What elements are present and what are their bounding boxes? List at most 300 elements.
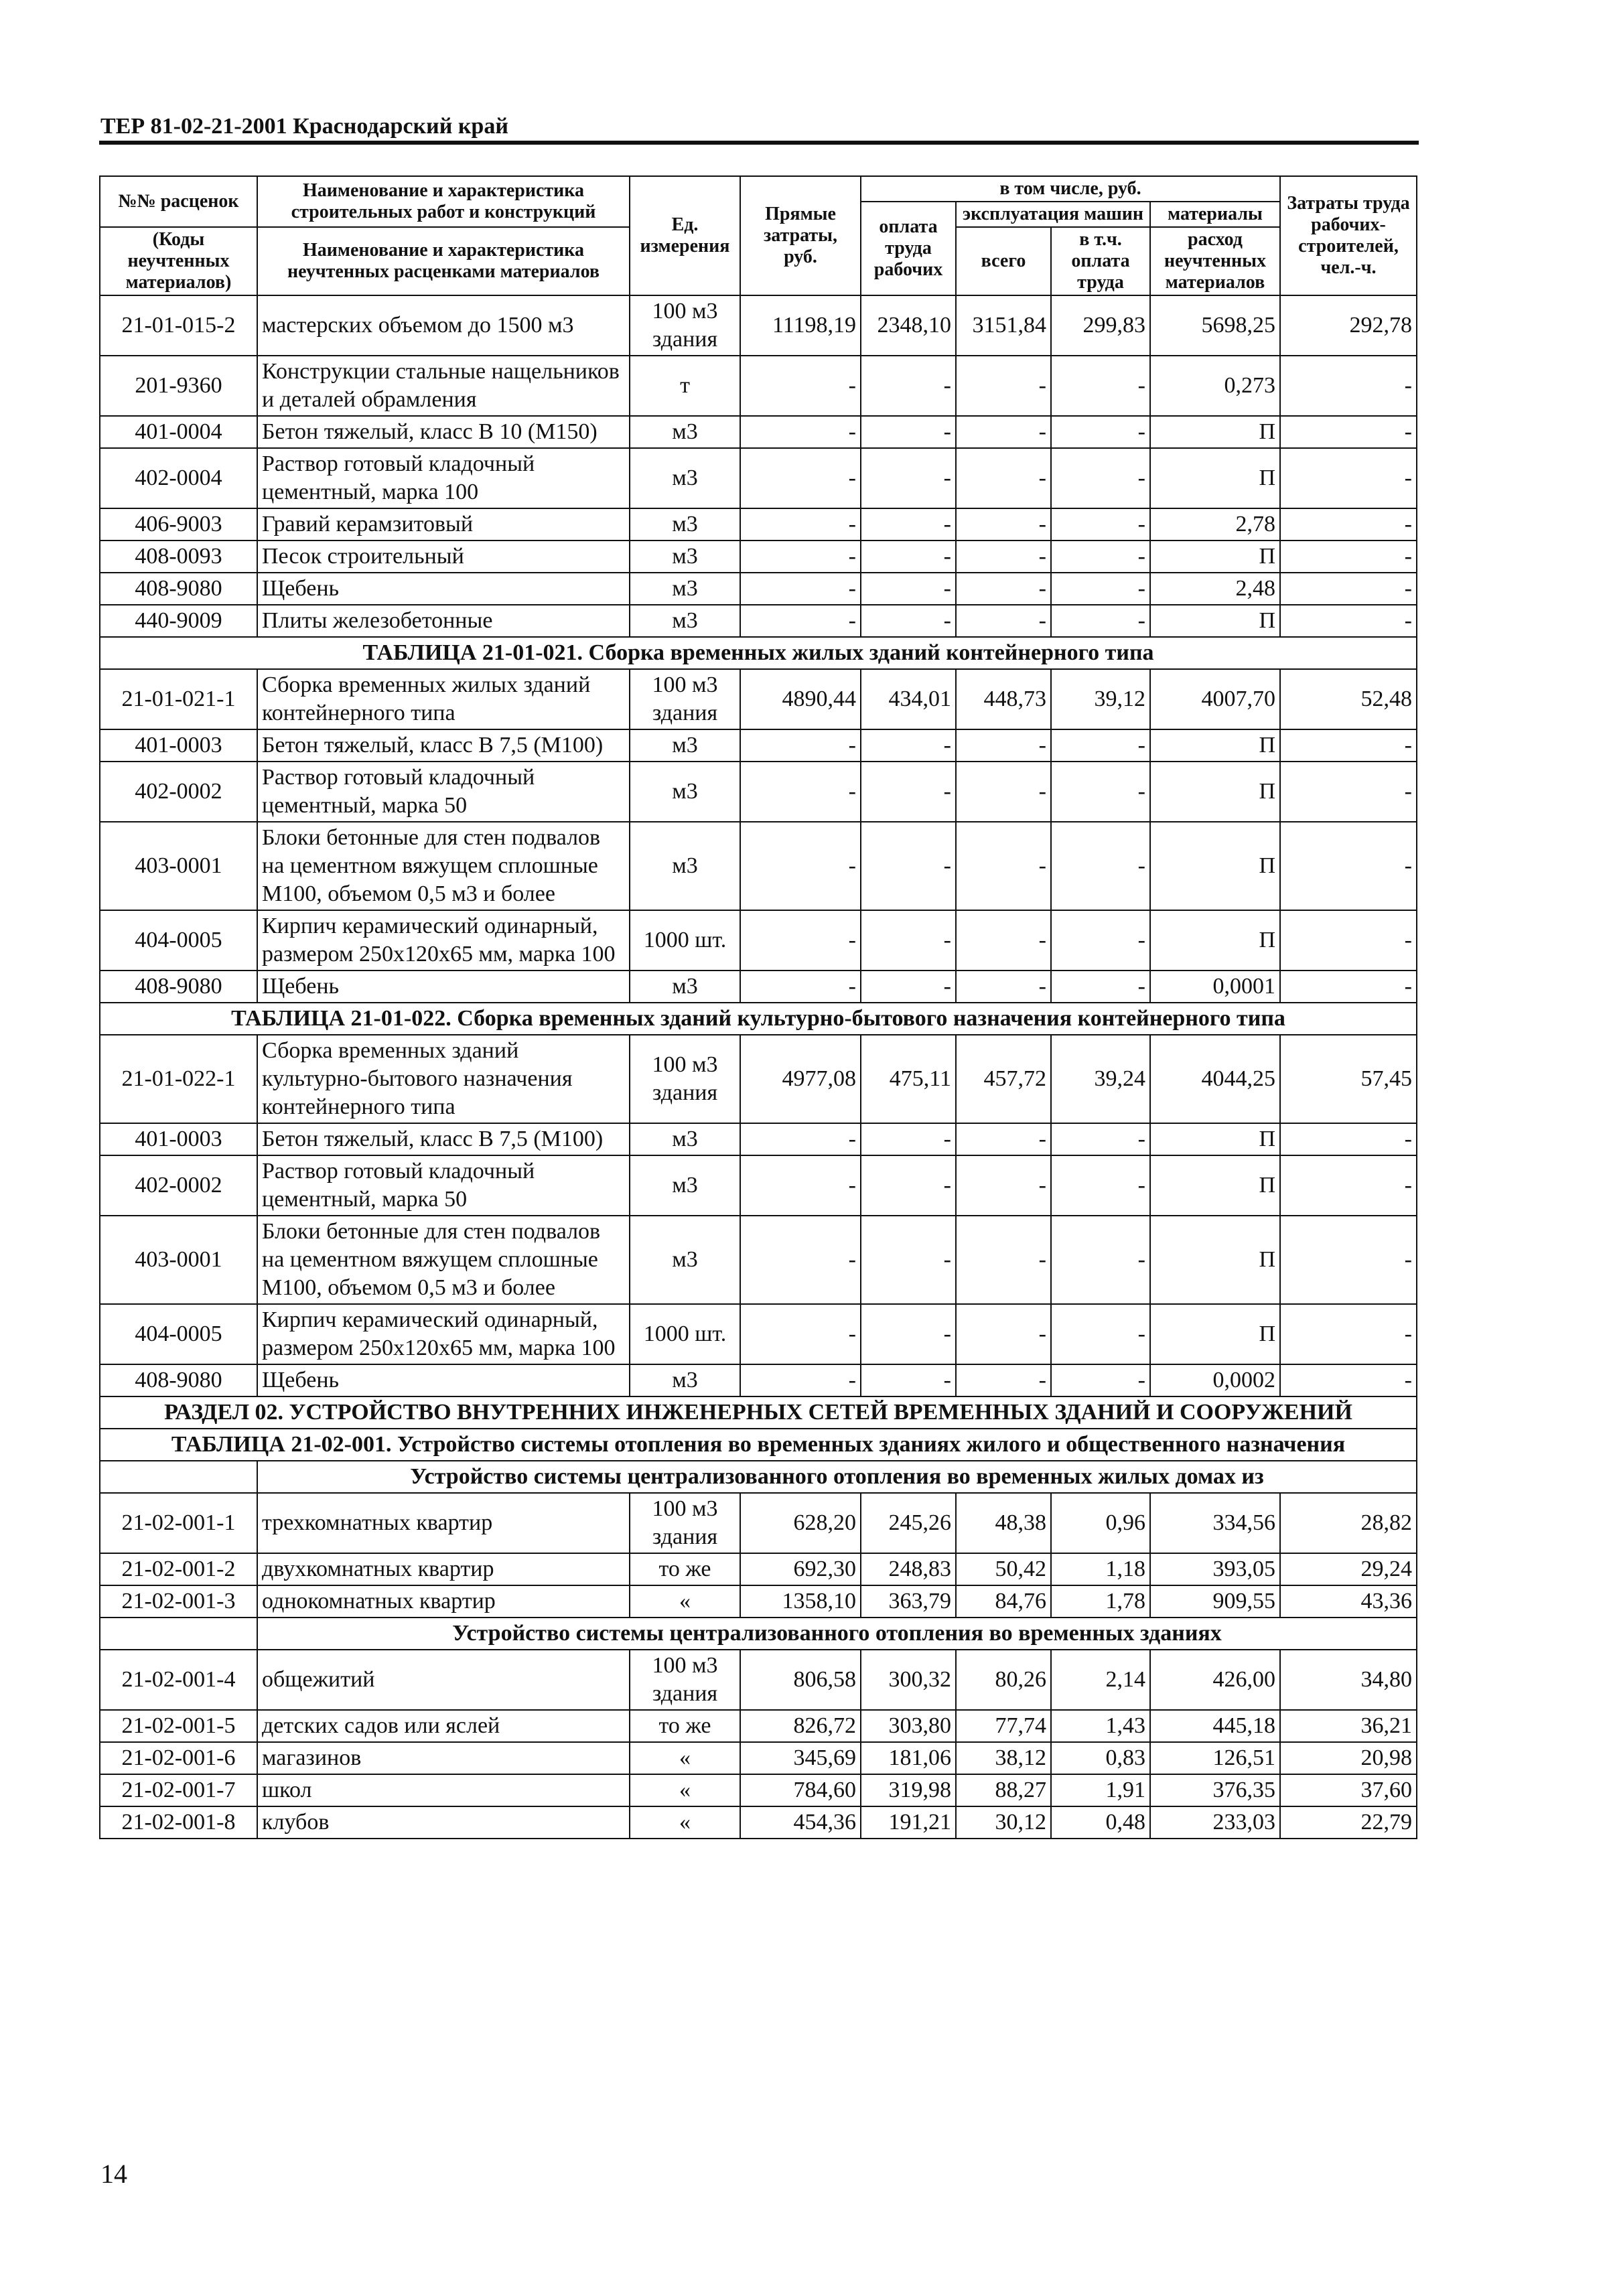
rate-name-cell: Блоки бетонные для стен подвалов на цементном вяжущем сплошные М100, объемом 0,5 м3 и более — [257, 822, 630, 910]
material-cost-cell: П — [1150, 541, 1280, 573]
material-cost-cell: 376,35 — [1150, 1774, 1280, 1806]
material-cost-cell: 445,18 — [1150, 1710, 1280, 1742]
rate-name-cell: Кирпич керамический одинарный, размером 250х120х65 мм, марка 100 — [257, 1304, 630, 1364]
labor-pay-cell: - — [861, 971, 956, 1003]
machine-labor-pay-cell: 0,48 — [1051, 1806, 1150, 1839]
material-cost-cell: 2,48 — [1150, 573, 1280, 605]
machine-labor-pay-cell: - — [1051, 822, 1150, 910]
page-number: 14 — [100, 2159, 127, 2189]
machine-labor-pay-cell: - — [1051, 573, 1150, 605]
rate-unit-cell: то же — [630, 1710, 740, 1742]
labor-hours-cell: - — [1280, 605, 1417, 637]
machine-labor-pay-cell: - — [1051, 448, 1150, 508]
rate-unit-cell: м3 — [630, 541, 740, 573]
material-cost-cell: 4007,70 — [1150, 669, 1280, 729]
rate-code-cell: 21-02-001-2 — [100, 1553, 257, 1585]
rate-code-cell: 404-0005 — [100, 910, 257, 971]
labor-pay-cell: - — [861, 910, 956, 971]
labor-pay-cell: - — [861, 541, 956, 573]
material-cost-cell: 5698,25 — [1150, 295, 1280, 356]
labor-pay-cell: 2348,10 — [861, 295, 956, 356]
table-row — [100, 573, 1417, 605]
rate-name-cell: Раствор готовый кладочный цементный, марка 50 — [257, 762, 630, 822]
direct-cost-cell: - — [740, 448, 861, 508]
rates-table — [99, 175, 1417, 1839]
direct-cost-cell: - — [740, 508, 861, 541]
labor-pay-cell: 191,21 — [861, 1806, 956, 1839]
rate-code-cell: 408-9080 — [100, 573, 257, 605]
machine-cost-cell: 77,74 — [956, 1710, 1051, 1742]
labor-pay-cell: 303,80 — [861, 1710, 956, 1742]
machine-cost-cell: - — [956, 729, 1051, 762]
rate-unit-cell: м3 — [630, 971, 740, 1003]
machine-cost-cell: 50,42 — [956, 1553, 1051, 1585]
table-body — [100, 295, 1417, 1839]
material-cost-cell: П — [1150, 762, 1280, 822]
labor-hours-cell: - — [1280, 573, 1417, 605]
machine-cost-cell: - — [956, 416, 1051, 448]
machine-cost-cell: - — [956, 1155, 1051, 1216]
rate-unit-cell: 100 м3 здания — [630, 1035, 740, 1123]
material-cost-cell: 0,0001 — [1150, 971, 1280, 1003]
material-cost-cell: 0,273 — [1150, 356, 1280, 416]
machine-labor-pay-cell: - — [1051, 508, 1150, 541]
rate-name-cell: Плиты железобетонные — [257, 605, 630, 637]
labor-hours-cell: - — [1280, 971, 1417, 1003]
col-mat-header: материалы — [1150, 202, 1280, 227]
rate-code-cell: 21-02-001-6 — [100, 1742, 257, 1774]
table-row — [100, 762, 1417, 822]
rate-unit-cell: м3 — [630, 762, 740, 822]
material-cost-cell: 0,0002 — [1150, 1364, 1280, 1396]
col-name-sub-header: Наименование и характеристика неучтенных расценками материалов — [257, 227, 630, 295]
machine-cost-cell: - — [956, 356, 1051, 416]
table-head — [100, 176, 1417, 295]
machine-labor-pay-cell: 1,91 — [1051, 1774, 1150, 1806]
machine-cost-cell: - — [956, 1216, 1051, 1304]
rate-unit-cell: 100 м3 здания — [630, 1650, 740, 1710]
machine-labor-pay-cell: 0,96 — [1051, 1493, 1150, 1553]
machine-cost-cell: 88,27 — [956, 1774, 1051, 1806]
rate-unit-cell: 1000 шт. — [630, 910, 740, 971]
labor-pay-cell: - — [861, 1216, 956, 1304]
machine-cost-cell: 448,73 — [956, 669, 1051, 729]
material-cost-cell: П — [1150, 1123, 1280, 1155]
labor-pay-cell: - — [861, 508, 956, 541]
rate-unit-cell: 100 м3 здания — [630, 295, 740, 356]
labor-pay-cell: - — [861, 573, 956, 605]
rate-code-cell: 401-0003 — [100, 1123, 257, 1155]
rate-unit-cell: м3 — [630, 416, 740, 448]
machine-labor-pay-cell: - — [1051, 729, 1150, 762]
rate-code-cell: 402-0004 — [100, 448, 257, 508]
direct-cost-cell: - — [740, 729, 861, 762]
table-row — [100, 508, 1417, 541]
labor-hours-cell: 22,79 — [1280, 1806, 1417, 1839]
material-cost-cell: 126,51 — [1150, 1742, 1280, 1774]
table-title: ТАБЛИЦА 21-02-001. Устройство системы отопления во временных зданиях жилого и общественного назначения — [100, 1429, 1417, 1461]
machine-labor-pay-cell: - — [1051, 1304, 1150, 1364]
rate-unit-cell: м3 — [630, 1216, 740, 1304]
direct-cost-cell: - — [740, 1364, 861, 1396]
col-mach-header: эксплуатация машин — [956, 202, 1150, 227]
rate-unit-cell: то же — [630, 1553, 740, 1585]
machine-labor-pay-cell: 1,43 — [1051, 1710, 1150, 1742]
table-title-row — [100, 637, 1417, 669]
blank-cell — [100, 1618, 257, 1650]
labor-hours-cell: - — [1280, 762, 1417, 822]
table-title: ТАБЛИЦА 21-01-022. Сборка временных зданий культурно-бытового назначения контейнерного типа — [100, 1003, 1417, 1035]
rate-name-cell: детских садов или яслей — [257, 1710, 630, 1742]
rate-unit-cell: « — [630, 1742, 740, 1774]
rate-code-cell: 408-9080 — [100, 971, 257, 1003]
rate-name-cell: Песок строительный — [257, 541, 630, 573]
rate-name-cell: Блоки бетонные для стен подвалов на цементном вяжущем сплошные М100, объемом 0,5 м3 и более — [257, 1216, 630, 1304]
col-labor-header: Затраты труда рабочих-строителей, чел.-ч. — [1280, 176, 1417, 295]
table-title: ТАБЛИЦА 21-01-021. Сборка временных жилых зданий контейнерного типа — [100, 637, 1417, 669]
direct-cost-cell: - — [740, 910, 861, 971]
table-row — [100, 448, 1417, 508]
labor-pay-cell: - — [861, 1155, 956, 1216]
direct-cost-cell: 692,30 — [740, 1553, 861, 1585]
labor-pay-cell: 475,11 — [861, 1035, 956, 1123]
col-pay-header: оплата труда рабочих — [861, 202, 956, 295]
direct-cost-cell: - — [740, 573, 861, 605]
direct-cost-cell: - — [740, 1304, 861, 1364]
material-cost-cell: П — [1150, 1216, 1280, 1304]
labor-hours-cell: - — [1280, 448, 1417, 508]
rate-name-cell: однокомнатных квартир — [257, 1585, 630, 1618]
rate-unit-cell: м3 — [630, 1155, 740, 1216]
material-cost-cell: П — [1150, 605, 1280, 637]
material-cost-cell: 2,78 — [1150, 508, 1280, 541]
table-row — [100, 1364, 1417, 1396]
direct-cost-cell: 628,20 — [740, 1493, 861, 1553]
machine-cost-cell: - — [956, 573, 1051, 605]
machine-labor-pay-cell: - — [1051, 1364, 1150, 1396]
labor-pay-cell: 434,01 — [861, 669, 956, 729]
labor-hours-cell: 28,82 — [1280, 1493, 1417, 1553]
machine-cost-cell: 30,12 — [956, 1806, 1051, 1839]
labor-pay-cell: - — [861, 356, 956, 416]
rate-unit-cell: 100 м3 здания — [630, 669, 740, 729]
material-cost-cell: П — [1150, 729, 1280, 762]
rate-unit-cell: м3 — [630, 1123, 740, 1155]
machine-labor-pay-cell: - — [1051, 971, 1150, 1003]
material-cost-cell: 233,03 — [1150, 1806, 1280, 1839]
col-unit-header: Ед. измерения — [630, 176, 740, 295]
rate-name-cell: Бетон тяжелый, класс В 7,5 (М100) — [257, 729, 630, 762]
machine-labor-pay-cell: - — [1051, 416, 1150, 448]
labor-hours-cell: 37,60 — [1280, 1774, 1417, 1806]
labor-hours-cell: - — [1280, 1155, 1417, 1216]
machine-cost-cell: - — [956, 605, 1051, 637]
col-direct-header: Прямые затраты, руб. — [740, 176, 861, 295]
machine-labor-pay-cell: - — [1051, 762, 1150, 822]
rate-code-cell: 21-01-021-1 — [100, 669, 257, 729]
machine-labor-pay-cell: 2,14 — [1051, 1650, 1150, 1710]
rate-name-cell: Щебень — [257, 971, 630, 1003]
rate-name-cell: магазинов — [257, 1742, 630, 1774]
machine-labor-pay-cell: 1,78 — [1051, 1585, 1150, 1618]
material-cost-cell: П — [1150, 910, 1280, 971]
labor-hours-cell: 57,45 — [1280, 1035, 1417, 1123]
labor-hours-cell: - — [1280, 1304, 1417, 1364]
labor-pay-cell: - — [861, 1304, 956, 1364]
rate-unit-cell: м3 — [630, 822, 740, 910]
rate-name-cell: клубов — [257, 1806, 630, 1839]
machine-labor-pay-cell: - — [1051, 910, 1150, 971]
material-cost-cell: 4044,25 — [1150, 1035, 1280, 1123]
machine-cost-cell: 3151,84 — [956, 295, 1051, 356]
rate-code-cell: 404-0005 — [100, 1304, 257, 1364]
col-mach-pay-header: в т.ч. оплата труда — [1051, 227, 1150, 295]
subgroup-title: Устройство системы централизованного отопления во временных жилых домах из — [257, 1461, 1417, 1493]
machine-labor-pay-cell: - — [1051, 541, 1150, 573]
labor-hours-cell: - — [1280, 822, 1417, 910]
labor-hours-cell: - — [1280, 356, 1417, 416]
labor-hours-cell: 292,78 — [1280, 295, 1417, 356]
labor-pay-cell: - — [861, 729, 956, 762]
rate-name-cell: Гравий керамзитовый — [257, 508, 630, 541]
direct-cost-cell: - — [740, 541, 861, 573]
direct-cost-cell: - — [740, 356, 861, 416]
rate-unit-cell: м3 — [630, 448, 740, 508]
rate-unit-cell: « — [630, 1774, 740, 1806]
col-mat-sub-header: расход неучтенных материалов — [1150, 227, 1280, 295]
table-row — [100, 1123, 1417, 1155]
labor-hours-cell: - — [1280, 541, 1417, 573]
header-rule — [99, 141, 1419, 145]
direct-cost-cell: 826,72 — [740, 1710, 861, 1742]
rate-unit-cell: 1000 шт. — [630, 1304, 740, 1364]
direct-cost-cell: - — [740, 416, 861, 448]
rate-unit-cell: « — [630, 1806, 740, 1839]
direct-cost-cell: - — [740, 762, 861, 822]
table-row — [100, 1493, 1417, 1553]
rate-name-cell: школ — [257, 1774, 630, 1806]
labor-hours-cell: - — [1280, 508, 1417, 541]
machine-labor-pay-cell: - — [1051, 1123, 1150, 1155]
table-row — [100, 295, 1417, 356]
labor-pay-cell: - — [861, 416, 956, 448]
blank-cell — [100, 1461, 257, 1493]
material-cost-cell: 334,56 — [1150, 1493, 1280, 1553]
col-code-header: №№ расценок — [100, 176, 257, 227]
table-row — [100, 669, 1417, 729]
rate-name-cell: Раствор готовый кладочный цементный, марка 100 — [257, 448, 630, 508]
machine-cost-cell: 38,12 — [956, 1742, 1051, 1774]
rate-code-cell: 21-01-022-1 — [100, 1035, 257, 1123]
machine-labor-pay-cell: - — [1051, 356, 1150, 416]
labor-pay-cell: 319,98 — [861, 1774, 956, 1806]
labor-hours-cell: - — [1280, 1216, 1417, 1304]
machine-labor-pay-cell: - — [1051, 1216, 1150, 1304]
machine-labor-pay-cell: 0,83 — [1051, 1742, 1150, 1774]
labor-hours-cell: 34,80 — [1280, 1650, 1417, 1710]
machine-cost-cell: 84,76 — [956, 1585, 1051, 1618]
machine-cost-cell: - — [956, 1364, 1051, 1396]
machine-cost-cell: - — [956, 1123, 1051, 1155]
material-cost-cell: П — [1150, 1155, 1280, 1216]
table-row — [100, 910, 1417, 971]
table-row — [100, 356, 1417, 416]
table-row — [100, 729, 1417, 762]
subgroup-title-row — [100, 1461, 1417, 1493]
table-row — [100, 1155, 1417, 1216]
rate-name-cell: общежитий — [257, 1650, 630, 1710]
rate-code-cell: 403-0001 — [100, 1216, 257, 1304]
rate-name-cell: Сборка временных зданий культурно-бытового назначения контейнерного типа — [257, 1035, 630, 1123]
labor-hours-cell: - — [1280, 416, 1417, 448]
direct-cost-cell: 4977,08 — [740, 1035, 861, 1123]
machine-cost-cell: - — [956, 508, 1051, 541]
rate-unit-cell: м3 — [630, 729, 740, 762]
rate-code-cell: 403-0001 — [100, 822, 257, 910]
labor-pay-cell: - — [861, 762, 956, 822]
machine-labor-pay-cell: 39,24 — [1051, 1035, 1150, 1123]
subgroup-title-row — [100, 1618, 1417, 1650]
labor-hours-cell: 43,36 — [1280, 1585, 1417, 1618]
table-row — [100, 1035, 1417, 1123]
rate-code-cell: 401-0003 — [100, 729, 257, 762]
machine-cost-cell: 48,38 — [956, 1493, 1051, 1553]
rate-code-cell: 21-02-001-7 — [100, 1774, 257, 1806]
machine-labor-pay-cell: 39,12 — [1051, 669, 1150, 729]
rate-name-cell: Кирпич керамический одинарный, размером 250х120х65 мм, марка 100 — [257, 910, 630, 971]
material-cost-cell: 426,00 — [1150, 1650, 1280, 1710]
rate-code-cell: 408-9080 — [100, 1364, 257, 1396]
machine-labor-pay-cell: - — [1051, 1155, 1150, 1216]
labor-pay-cell: - — [861, 1364, 956, 1396]
machine-cost-cell: - — [956, 762, 1051, 822]
labor-hours-cell: - — [1280, 729, 1417, 762]
section-title: РАЗДЕЛ 02. УСТРОЙСТВО ВНУТРЕННИХ ИНЖЕНЕРНЫХ СЕТЕЙ ВРЕМЕННЫХ ЗДАНИЙ И СООРУЖЕНИЙ — [100, 1396, 1417, 1429]
rate-unit-cell: « — [630, 1585, 740, 1618]
labor-hours-cell: - — [1280, 1123, 1417, 1155]
rate-code-cell: 401-0004 — [100, 416, 257, 448]
table-row — [100, 1806, 1417, 1839]
material-cost-cell: П — [1150, 448, 1280, 508]
rate-name-cell: Сборка временных жилых зданий контейнерного типа — [257, 669, 630, 729]
machine-labor-pay-cell: - — [1051, 605, 1150, 637]
page-header: ТЕР 81-02-21-2001 Краснодарский край — [100, 114, 508, 139]
direct-cost-cell: - — [740, 1216, 861, 1304]
rate-unit-cell: м3 — [630, 1364, 740, 1396]
labor-pay-cell: - — [861, 605, 956, 637]
material-cost-cell: 393,05 — [1150, 1553, 1280, 1585]
machine-cost-cell: 457,72 — [956, 1035, 1051, 1123]
rate-code-cell: 21-02-001-1 — [100, 1493, 257, 1553]
subgroup-title: Устройство системы централизованного отопления во временных зданиях — [257, 1618, 1417, 1650]
table-row — [100, 1710, 1417, 1742]
rate-code-cell: 21-01-015-2 — [100, 295, 257, 356]
rate-code-cell: 402-0002 — [100, 762, 257, 822]
labor-pay-cell: - — [861, 1123, 956, 1155]
machine-cost-cell: - — [956, 541, 1051, 573]
direct-cost-cell: 11198,19 — [740, 295, 861, 356]
labor-hours-cell: - — [1280, 910, 1417, 971]
rate-unit-cell: т — [630, 356, 740, 416]
table-row — [100, 605, 1417, 637]
labor-pay-cell: 300,32 — [861, 1650, 956, 1710]
rate-unit-cell: м3 — [630, 573, 740, 605]
direct-cost-cell: 806,58 — [740, 1650, 861, 1710]
machine-cost-cell: - — [956, 971, 1051, 1003]
col-code-sub-header: (Коды неучтенных материалов) — [100, 227, 257, 295]
labor-pay-cell: 245,26 — [861, 1493, 956, 1553]
machine-cost-cell: - — [956, 448, 1051, 508]
rate-name-cell: Конструкции стальные нащельников и деталей обрамления — [257, 356, 630, 416]
rate-name-cell: Раствор готовый кладочный цементный, марка 50 — [257, 1155, 630, 1216]
labor-pay-cell: - — [861, 822, 956, 910]
direct-cost-cell: 454,36 — [740, 1806, 861, 1839]
table-row — [100, 822, 1417, 910]
table-row — [100, 541, 1417, 573]
material-cost-cell: П — [1150, 822, 1280, 910]
direct-cost-cell: - — [740, 971, 861, 1003]
machine-cost-cell: - — [956, 822, 1051, 910]
rate-unit-cell: м3 — [630, 508, 740, 541]
labor-hours-cell: - — [1280, 1364, 1417, 1396]
direct-cost-cell: - — [740, 605, 861, 637]
rate-name-cell: Щебень — [257, 1364, 630, 1396]
labor-pay-cell: 181,06 — [861, 1742, 956, 1774]
table-title-row — [100, 1003, 1417, 1035]
labor-hours-cell: 36,21 — [1280, 1710, 1417, 1742]
table-row — [100, 1774, 1417, 1806]
machine-labor-pay-cell: 299,83 — [1051, 295, 1150, 356]
rate-code-cell: 201-9360 — [100, 356, 257, 416]
material-cost-cell: 909,55 — [1150, 1585, 1280, 1618]
rate-name-cell: двухкомнатных квартир — [257, 1553, 630, 1585]
machine-labor-pay-cell: 1,18 — [1051, 1553, 1150, 1585]
labor-hours-cell: 52,48 — [1280, 669, 1417, 729]
material-cost-cell: П — [1150, 416, 1280, 448]
rate-unit-cell: м3 — [630, 605, 740, 637]
direct-cost-cell: 1358,10 — [740, 1585, 861, 1618]
col-mach-total-header: всего — [956, 227, 1051, 295]
table-row — [100, 1585, 1417, 1618]
labor-hours-cell: 29,24 — [1280, 1553, 1417, 1585]
rate-unit-cell: 100 м3 здания — [630, 1493, 740, 1553]
labor-hours-cell: 20,98 — [1280, 1742, 1417, 1774]
rate-name-cell: мастерских объемом до 1500 м3 — [257, 295, 630, 356]
rate-name-cell: Бетон тяжелый, класс В 7,5 (М100) — [257, 1123, 630, 1155]
rate-code-cell: 402-0002 — [100, 1155, 257, 1216]
table-row — [100, 1553, 1417, 1585]
section-title-row — [100, 1396, 1417, 1429]
material-cost-cell: П — [1150, 1304, 1280, 1364]
col-incl-header: в том числе, руб. — [861, 176, 1280, 202]
direct-cost-cell: 4890,44 — [740, 669, 861, 729]
direct-cost-cell: - — [740, 1155, 861, 1216]
machine-cost-cell: - — [956, 910, 1051, 971]
rate-code-cell: 21-02-001-5 — [100, 1710, 257, 1742]
table-row — [100, 1650, 1417, 1710]
labor-pay-cell: 248,83 — [861, 1553, 956, 1585]
machine-cost-cell: - — [956, 1304, 1051, 1364]
rate-code-cell: 440-9009 — [100, 605, 257, 637]
direct-cost-cell: 345,69 — [740, 1742, 861, 1774]
machine-cost-cell: 80,26 — [956, 1650, 1051, 1710]
rate-code-cell: 21-02-001-3 — [100, 1585, 257, 1618]
table-title-row — [100, 1429, 1417, 1461]
direct-cost-cell: 784,60 — [740, 1774, 861, 1806]
rate-code-cell: 21-02-001-4 — [100, 1650, 257, 1710]
rate-name-cell: трехкомнатных квартир — [257, 1493, 630, 1553]
table-row — [100, 1304, 1417, 1364]
